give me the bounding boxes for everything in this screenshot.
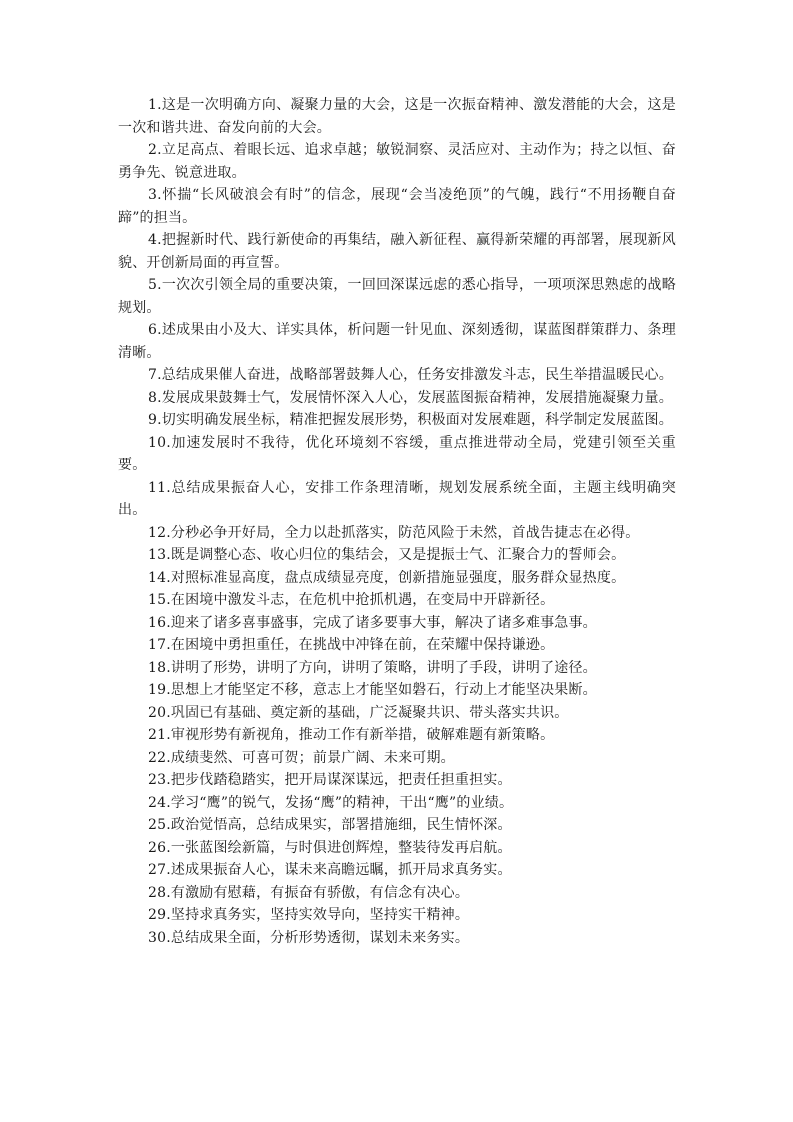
list-item: 18.讲明了形势，讲明了方向，讲明了策略，讲明了手段，讲明了途径。 xyxy=(148,659,597,676)
document-body xyxy=(118,94,676,949)
list-item: 16.迎来了诸多喜事盛事，完成了诸多要事大事，解决了诸多难事急事。 xyxy=(148,614,597,631)
list-item: 1.这是一次明确方向、凝聚力量的大会，这是一次振奋精神、激发潜能的大会，这是一次和谐共进、奋发向前的大会。 xyxy=(118,97,676,136)
list-item: 11.总结成果振奋人心，安排工作条理清晰，规划发展系统全面，主题主线明确突出。 xyxy=(118,479,676,518)
list-item: 8.发展成果鼓舞士气，发展情怀深入人心，发展蓝图振奋精神，发展措施凝聚力量。 xyxy=(148,389,673,406)
list-item: 6.述成果由小及大、详实具体，析问题一针见血、深刻透彻，谋蓝图群策群力、条理清晰。 xyxy=(118,322,676,361)
list-item: 17.在困境中勇担重任，在挑战中冲锋在前，在荣耀中保持谦逊。 xyxy=(148,637,555,653)
list-item: 14.对照标准显高度，盘点成绩显亮度，创新措施显强度，服务群众显热度。 xyxy=(148,569,626,586)
list-item: 9.切实明确发展坐标，精准把握发展形势，积极面对发展难题，科学制定发展蓝图。 xyxy=(148,412,673,428)
list-item: 26.一张蓝图绘新篇，与时俱进创辉煌，整装待发再启航。 xyxy=(148,839,512,856)
list-item: 19.思想上才能坚定不移，意志上才能坚如磐石，行动上才能坚决果断。 xyxy=(148,682,597,698)
list-item: 2.立足高点、着眼长远、追求卓越；敏锐洞察、灵活应对、主动作为；持之以恒、奋勇争先、锐意进取。 xyxy=(118,142,676,181)
list-item: 25.政治觉悟高，总结成果实，部署措施细，民生情怀深。 xyxy=(148,817,512,833)
list-item: 3.怀揣“长风破浪会有时”的信念，展现“会当凌绝顶”的气魄，践行“不用扬鞭自奋蹄”的担当。 xyxy=(118,187,676,226)
list-item: 30.总结成果全面，分析形势透彻，谋划未来务实。 xyxy=(148,929,470,946)
list-item: 10.加速发展时不我待，优化环境刻不容缓，重点推进带动全局，党建引领至关重要。 xyxy=(118,434,676,473)
list-item: 20.巩固已有基础、奠定新的基础，广泛凝聚共识、带头落实共识。 xyxy=(148,704,569,721)
list-item: 28.有激励有慰藉，有振奋有骄傲，有信念有决心。 xyxy=(148,884,470,901)
list-item: 22.成绩斐然、可喜可贺；前景广阔、未来可期。 xyxy=(148,749,455,766)
list-item: 29.坚持求真务实，坚持实效导向，坚持实干精神。 xyxy=(148,907,470,923)
list-item: 7.总结成果催人奋进，战略部署鼓舞人心，任务安排激发斗志，民生举措温暖民心。 xyxy=(148,367,673,383)
list-item: 12.分秒必争开好局，全力以赴抓落实，防范风险于未然，首战告捷志在必得。 xyxy=(148,524,640,541)
list-item: 21.审视形势有新视角，推动工作有新举措，破解难题有新策略。 xyxy=(148,727,555,743)
list-item: 15.在困境中激发斗志，在危机中抢抓机遇，在变局中开辟新径。 xyxy=(148,592,555,608)
list-item: 4.把握新时代、践行新使命的再集结，融入新征程、赢得新荣耀的再部署，展现新风貌、开创新局面的再宣誓。 xyxy=(118,232,676,271)
list-item: 24.学习“鹰”的锐气，发扬“鹰”的精神，干出“鹰”的业绩。 xyxy=(148,794,514,811)
list-item: 5.一次次引领全局的重要决策，一回回深谋远虑的悉心指导，一项项深思熟虑的战略规划。 xyxy=(118,277,676,316)
list-item: 23.把步伐踏稳踏实，把开局谋深谋远，把责任担重担实。 xyxy=(148,772,512,788)
list-item: 13.既是调整心态、收心归位的集结会，又是提振士气、汇聚合力的誓师会。 xyxy=(148,547,626,563)
list-item: 27.述成果振奋人心，谋未来高瞻远瞩，抓开局求真务实。 xyxy=(148,862,512,878)
